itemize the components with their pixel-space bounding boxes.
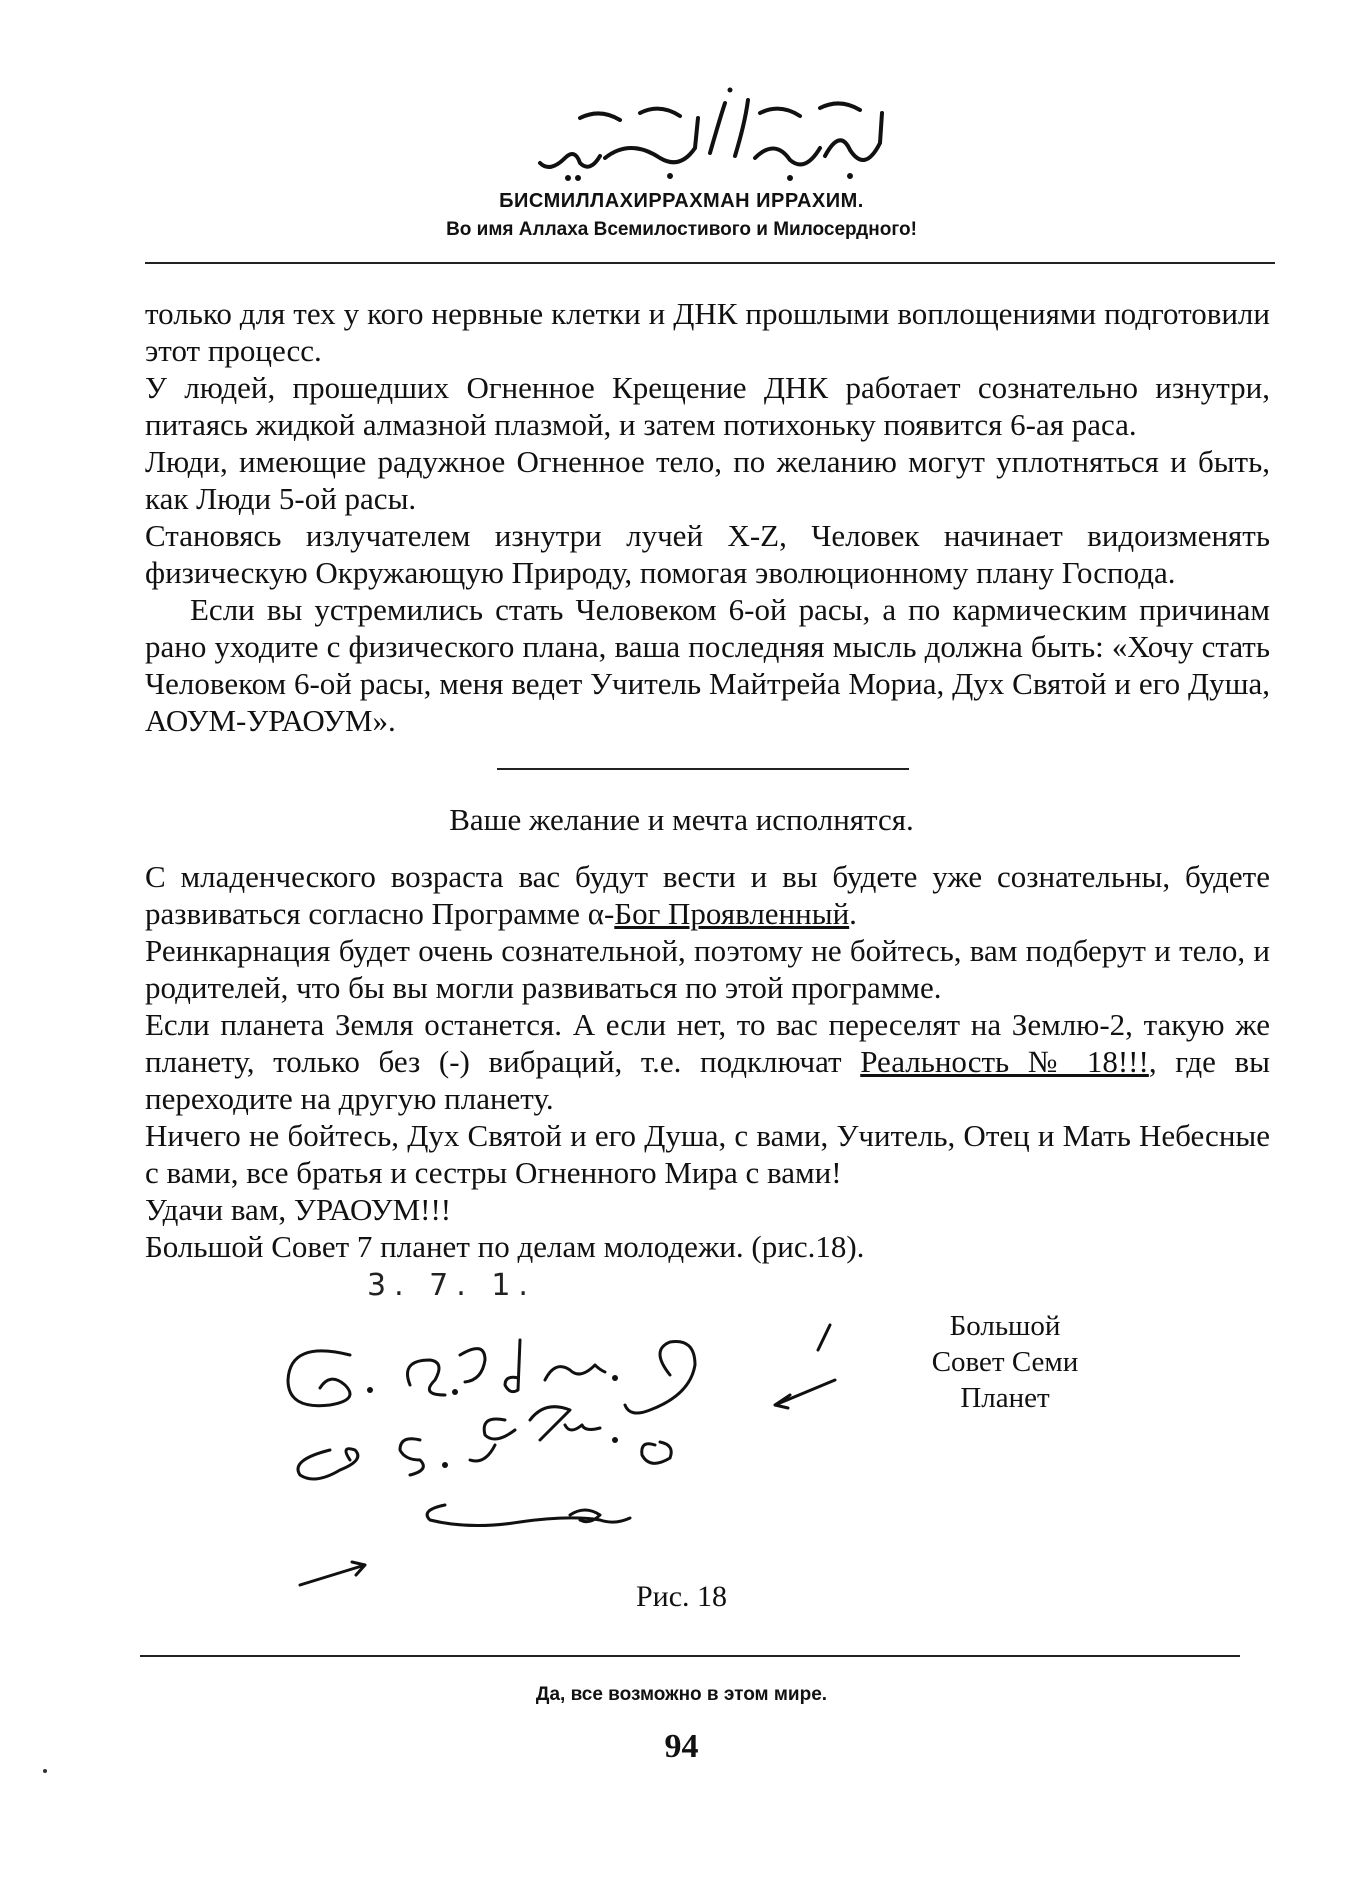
paragraph <box>145 858 1270 932</box>
paragraph: Если вы устремились стать Человеком 6-ой расы, а по кармическим причинам рано уходите с физического плана, ваша последняя мысль должна быть: «Хочу стать Человеком 6-ой расы, меня ведет Учитель Майтрейа Мориа, Дух Святой и его Душа, АОУМ-УРАОУМ». <box>145 592 1270 738</box>
signer-line: Планет <box>960 1382 1050 1414</box>
text-run: , где вы переходите на другую планету. <box>145 1044 1271 1116</box>
paragraph: Большой Совет 7 планет по делам молодежи. (рис.18). <box>145 1229 865 1264</box>
header-divider <box>145 262 1275 264</box>
paragraph: только для тех у кого нервные клетки и ДНК прошлыми воплощениями подготовили этот процесс. <box>145 296 1270 368</box>
section-divider <box>497 768 909 770</box>
paragraph: У людей, прошедших Огненное Крещение ДНК работает сознательно изнутри, питаясь жидкой алмазной плазмой, и затем потихоньку появится 6-ая раса. <box>145 370 1270 442</box>
underlined-term: Реальность № 18!!! <box>860 1044 1149 1079</box>
page-number: 94 <box>664 1728 699 1765</box>
signer-line: Совет Семи <box>931 1346 1079 1378</box>
footer-divider <box>140 1655 1240 1657</box>
paragraph: Ничего не бойтесь, Дух Святой и его Душа, с вами, Учитель, Отец и Мать Небесные с вами, все братья и сестры Огненного Мира с вами! <box>145 1118 1270 1190</box>
header-subtitle: Во имя Аллаха Всемилостивого и Милосердного! <box>446 219 917 240</box>
paragraph: Реинкарнация будет очень сознательной, поэтому не бойтесь, вам подберут и тело, и родителей, что бы вы могли развиваться по этой программе. <box>145 933 1270 1005</box>
paragraph: Люди, имеющие радужное Огненное тело, по желанию могут уплотняться и быть, как Люди 5-ой расы. <box>145 444 1270 516</box>
text-run: С младенческого возраста вас будут вести и вы будете уже сознательны, будете развиваться согласно Программе α- <box>145 859 1270 931</box>
underlined-term: Бог Проявленный <box>614 896 850 931</box>
centered-heading: Ваше желание и мечта исполнятся. <box>449 802 914 837</box>
paragraph: Становясь излучателем изнутри лучей X-Z, Человек начинает видоизменять физическую Окружающую Природу, помогая эволюционному плану Господа. <box>145 518 1270 590</box>
text-run: Если планета Земля останется. А если нет, то вас переселят на Землю-2, такую же планету, только без (-) вибраций, т.е. подключат <box>145 1007 1270 1079</box>
scan-speck <box>42 1768 48 1774</box>
body-block-1 <box>145 295 1270 739</box>
handwritten-signature <box>270 1300 870 1600</box>
signer-line: Большой <box>949 1310 1061 1342</box>
figure-caption: Рис. 18 <box>635 1580 728 1613</box>
signer-block <box>880 1308 1130 1416</box>
paragraph <box>145 1006 1270 1117</box>
paragraph: Удачи вам, УРАОУМ!!! <box>145 1192 452 1227</box>
basmala-calligraphy <box>520 78 900 188</box>
body-block-2 <box>145 858 1270 1265</box>
footer-text: Да, все возможно в этом мире. <box>535 1684 828 1705</box>
handwritten-date: 3. 7. 1. <box>367 1268 536 1303</box>
header-title: БИСМИЛЛАХИРРАХМАН ИРРАХИМ. <box>499 190 864 212</box>
text-run: . <box>849 896 857 931</box>
